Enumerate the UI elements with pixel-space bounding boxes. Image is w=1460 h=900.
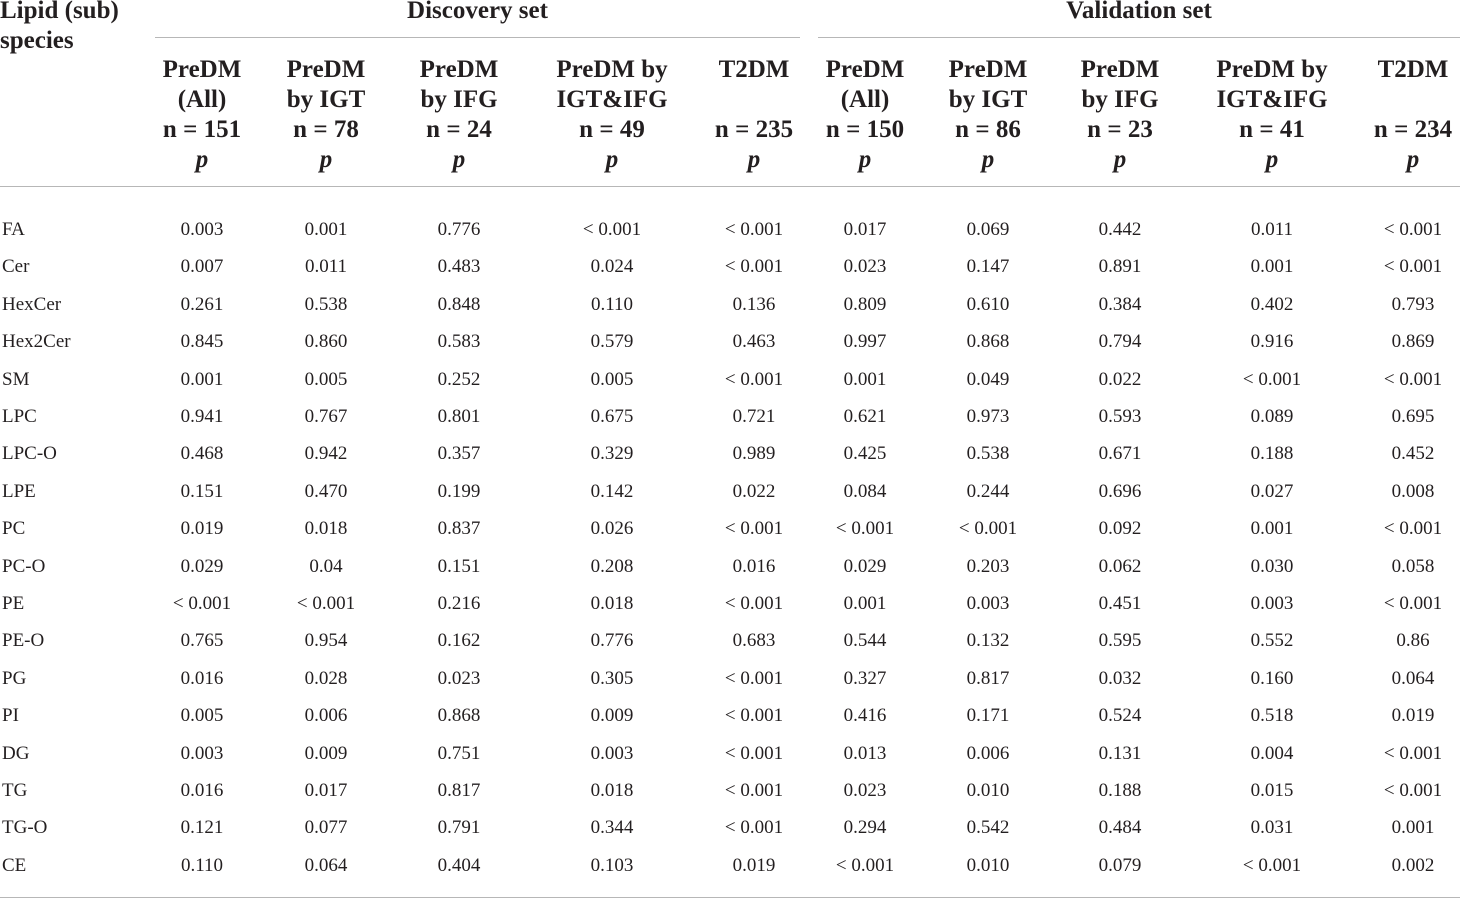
column-header-line-1: PreDM [419,56,499,83]
table-cell: 0.022 [1098,368,1142,390]
column-header-p: p [1265,146,1279,173]
column-header-line-1: PreDM [948,56,1028,83]
table-cell: 0.621 [843,406,887,427]
table-row [0,252,1460,282]
column-header-line-2: by IGT [948,86,1028,113]
table-cell: 0.941 [180,406,224,427]
table-cell: 0.077 [304,817,348,839]
table-cell: 0.009 [590,705,634,727]
table-cell: < 0.001 [1383,368,1443,390]
table-cell: < 0.001 [835,854,895,876]
table-cell: 0.018 [304,518,348,540]
table-cell: 0.721 [732,406,776,427]
row-header [0,0,119,56]
table-cell: 0.868 [437,705,481,727]
column-header-p: p [981,146,995,173]
table-cell: 0.208 [590,555,634,577]
table-cell: 0.011 [1250,219,1294,240]
row-header-line-2: species [0,27,74,54]
table-cell: < 0.001 [1242,368,1302,390]
table-cell: 0.005 [304,368,348,390]
table-cell: 0.103 [590,854,634,876]
table-cell: 0.064 [304,854,348,876]
table-row [0,402,1460,432]
table-cell: 0.084 [843,480,887,502]
table-cell: 0.121 [180,817,224,839]
table-cell: 0.683 [732,630,776,652]
table-cell: 0.357 [437,443,481,465]
table-cell: 0.001 [1250,256,1294,278]
table-row [0,477,1460,507]
table-cell: 0.002 [1391,854,1435,876]
table-cell: 0.695 [1391,406,1435,427]
table-cell: 0.86 [1396,630,1430,652]
table-cell: 0.064 [1391,667,1435,689]
table-cell: 0.031 [1250,817,1294,839]
column-header [805,55,925,175]
table-cell: 0.029 [180,555,224,577]
table-cell: < 0.001 [724,742,784,764]
table-cell: 0.015 [1250,780,1294,801]
table-cell: < 0.001 [1242,854,1302,876]
table-cell: 0.468 [180,443,224,465]
table-cell: 0.001 [843,593,887,614]
column-header [704,55,804,175]
table-cell: 0.765 [180,630,224,652]
column-header-line-1: PreDM [286,56,366,83]
table-cell: 0.860 [304,331,348,353]
table-cell: < 0.001 [724,368,784,390]
table-cell: 0.442 [1098,219,1142,240]
table-cell: 0.006 [966,742,1010,764]
row-label: LPC [2,406,37,427]
column-header-line-2: (All) [177,86,227,113]
table-cell: 0.305 [590,667,634,689]
table-cell: 0.973 [966,406,1010,427]
table-cell: 0.019 [732,854,776,876]
row-label: HexCer [2,293,62,315]
table-cell: 0.524 [1098,705,1142,727]
column-header [1363,55,1460,175]
table-cell: 0.751 [437,742,481,764]
table-cell: 0.954 [304,630,348,652]
table-cell: 0.132 [966,630,1010,652]
row-label: PC [2,518,26,540]
table-cell: 0.151 [437,555,481,577]
column-header-n: n = 23 [1087,116,1153,143]
table-cell: 0.595 [1098,630,1142,652]
table-row [0,327,1460,357]
table-row [0,739,1460,769]
table-cell: 0.869 [1391,331,1435,353]
table-cell: 0.011 [304,256,348,278]
table-row [0,215,1460,245]
table-row [0,589,1460,619]
table-cell: 0.244 [966,480,1010,502]
table-cell: 0.675 [590,406,634,427]
row-label: TG-O [2,817,48,839]
column-header-line-1: PreDM by [556,56,668,83]
table-cell: 0.030 [1250,555,1294,577]
table-cell: 0.069 [966,219,1010,240]
column-header-n: n = 234 [1373,116,1453,143]
table-cell: 0.188 [1098,780,1142,801]
table-cell: 0.404 [437,854,481,876]
table-cell: < 0.001 [958,518,1018,540]
column-header-line-2 [704,85,804,115]
row-label: TG [2,780,28,801]
column-header-p: p [195,146,209,173]
column-header-p: p [1406,146,1420,173]
table-cell: 0.027 [1250,480,1294,502]
table-cell: 0.817 [437,780,481,801]
row-label: DG [2,742,30,764]
table-cell: 0.384 [1098,293,1142,315]
column-header-n: n = 150 [825,116,905,143]
column-header [271,55,381,175]
column-header-n: n = 41 [1239,116,1305,143]
table-cell: 0.023 [843,780,887,801]
table-cell: 0.024 [590,256,634,278]
table-cell: 0.538 [966,443,1010,465]
table-cell: < 0.001 [296,593,356,614]
column-header-n: n = 78 [293,116,359,143]
table-cell: < 0.001 [724,518,784,540]
row-label: Hex2Cer [2,331,71,353]
table-cell: < 0.001 [1383,593,1443,614]
table-cell: 0.848 [437,293,481,315]
table-row [0,514,1460,544]
table-cell: 0.023 [843,256,887,278]
table-cell: 0.022 [732,480,776,502]
table-cell: 0.261 [180,293,224,315]
table-cell: < 0.001 [835,518,895,540]
table-cell: 0.013 [843,742,887,764]
table-cell: 0.452 [1391,443,1435,465]
table-cell: 0.199 [437,480,481,502]
group-rule-discovery [155,37,800,38]
column-header-p: p [605,146,619,173]
table-cell: 0.005 [590,368,634,390]
table-cell: 0.136 [732,293,776,315]
table-cell: 0.147 [966,256,1010,278]
table-cell: 0.142 [590,480,634,502]
table-row [0,552,1460,582]
table-cell: 0.001 [1391,817,1435,839]
group-rule-validation [818,37,1460,38]
table-cell: 0.029 [843,555,887,577]
table-cell: 0.583 [437,331,481,353]
table-cell: < 0.001 [724,817,784,839]
table-cell: < 0.001 [724,593,784,614]
column-header-p: p [319,146,333,173]
table-cell: 0.019 [180,518,224,540]
table-cell: 0.579 [590,331,634,353]
table-row [0,664,1460,694]
column-header-line-2 [1363,85,1460,115]
column-header-line-1: PreDM [162,56,242,83]
table-cell: 0.016 [732,555,776,577]
table-cell: < 0.001 [724,256,784,278]
table-cell: 0.801 [437,406,481,427]
table-bottom-rule [0,897,1460,898]
table-cell: 0.593 [1098,406,1142,427]
table-cell: 0.425 [843,443,887,465]
row-label: LPC-O [2,443,57,465]
row-label: SM [2,368,30,390]
table-row [0,776,1460,806]
table-cell: 0.470 [304,480,348,502]
column-header-line-2: by IFG [420,86,498,113]
column-header [933,55,1043,175]
table-cell: < 0.001 [724,705,784,727]
table-cell: < 0.001 [724,219,784,240]
table-cell: 0.518 [1250,705,1294,727]
column-header-line-1: PreDM by [1216,56,1328,83]
row-label: PE [2,593,25,614]
table-cell: 0.017 [304,780,348,801]
column-header [1187,55,1357,175]
column-header-line-1: T2DM [718,56,790,83]
table-cell: 0.017 [843,219,887,240]
row-label: LPE [2,480,36,502]
table-row [0,290,1460,320]
table-row [0,626,1460,656]
table-cell: 0.079 [1098,854,1142,876]
table-cell: 0.891 [1098,256,1142,278]
table-cell: 0.04 [309,555,343,577]
table-cell: 0.004 [1250,742,1294,764]
row-label: PG [2,667,27,689]
table-cell: 0.001 [304,219,348,240]
table-cell: 0.003 [590,742,634,764]
table-cell: 0.402 [1250,293,1294,315]
table-cell: 0.001 [1250,518,1294,540]
row-header-line-1: Lipid (sub) [0,0,119,24]
table-row [0,851,1460,881]
table-cell: 0.016 [180,667,224,689]
table-cell: 0.544 [843,630,887,652]
table-cell: 0.016 [180,780,224,801]
table-cell: 0.049 [966,368,1010,390]
table-cell: 0.696 [1098,480,1142,502]
table-cell: 0.006 [304,705,348,727]
column-header-line-2: IGT&IFG [556,86,668,113]
table-cell: 0.162 [437,630,481,652]
table-cell: 0.916 [1250,331,1294,353]
row-label: FA [2,219,25,240]
table-cell: 0.007 [180,256,224,278]
row-label: Cer [2,256,30,278]
table-cell: 0.252 [437,368,481,390]
table-cell: 0.010 [966,854,1010,876]
table-cell: < 0.001 [724,667,784,689]
table-cell: 0.001 [843,368,887,390]
table-cell: 0.451 [1098,593,1142,614]
table-cell: 0.484 [1098,817,1142,839]
table-cell: 0.160 [1250,667,1294,689]
table-row [0,439,1460,469]
table-cell: 0.327 [843,667,887,689]
table-cell: 0.018 [590,780,634,801]
row-label: PE-O [2,630,45,652]
table-cell: 0.216 [437,593,481,614]
table-cell: 0.989 [732,443,776,465]
column-header-line-2: (All) [840,86,890,113]
table-cell: 0.110 [180,854,224,876]
column-header [1065,55,1175,175]
table-cell: 0.003 [180,219,224,240]
table-cell: 0.008 [1391,480,1435,502]
table-row [0,701,1460,731]
table-row [0,365,1460,395]
header-bottom-rule [0,186,1460,187]
table-row [0,813,1460,843]
column-header-line-1: T2DM [1377,56,1449,83]
table-cell: < 0.001 [172,593,232,614]
table-cell: 0.776 [437,219,481,240]
column-header-n: n = 86 [955,116,1021,143]
row-label: PC-O [2,555,46,577]
table-cell: 0.344 [590,817,634,839]
table-cell: 0.003 [180,742,224,764]
table-cell: 0.552 [1250,630,1294,652]
table-cell: 0.018 [590,593,634,614]
table-cell: 0.058 [1391,555,1435,577]
table-cell: 0.542 [966,817,1010,839]
table-cell: < 0.001 [1383,219,1443,240]
table-cell: 0.005 [180,705,224,727]
column-header-line-2: by IFG [1081,86,1159,113]
table-cell: 0.089 [1250,406,1294,427]
table-cell: < 0.001 [1383,256,1443,278]
column-header-line-2: by IGT [286,86,366,113]
group-header-validation: Validation set [1066,0,1212,24]
column-header-p: p [747,146,761,173]
table-cell: 0.092 [1098,518,1142,540]
table-cell: 0.003 [1250,593,1294,614]
table-cell: 0.188 [1250,443,1294,465]
column-header-p: p [452,146,466,173]
table-cell: < 0.001 [724,780,784,801]
column-header-line-2: IGT&IFG [1216,86,1328,113]
table-cell: 0.942 [304,443,348,465]
table-cell: 0.032 [1098,667,1142,689]
table-cell: < 0.001 [582,219,642,240]
column-header-n: n = 24 [426,116,492,143]
table-cell: 0.023 [437,667,481,689]
column-header-n: n = 49 [579,116,645,143]
table-cell: 0.110 [590,293,634,315]
table-cell: 0.538 [304,293,348,315]
table-cell: 0.151 [180,480,224,502]
column-header-p: p [1113,146,1127,173]
table-cell: 0.026 [590,518,634,540]
table-cell: 0.329 [590,443,634,465]
table-cell: < 0.001 [1383,742,1443,764]
table-cell: 0.817 [966,667,1010,689]
table-cell: 0.131 [1098,742,1142,764]
column-header-line-1: PreDM [1080,56,1160,83]
table-cell: 0.203 [966,555,1010,577]
table-cell: < 0.001 [1383,518,1443,540]
column-header-p: p [858,146,872,173]
table-cell: 0.610 [966,293,1010,315]
table-cell: 0.003 [966,593,1010,614]
table-cell: 0.416 [843,705,887,727]
table-cell: 0.062 [1098,555,1142,577]
table-cell: 0.294 [843,817,887,839]
table-cell: 0.767 [304,406,348,427]
table-cell: 0.671 [1098,443,1142,465]
table-cell: 0.837 [437,518,481,540]
table-cell: 0.868 [966,331,1010,353]
table-cell: 0.776 [590,630,634,652]
table-cell: 0.791 [437,817,481,839]
table-cell: 0.483 [437,256,481,278]
column-header [527,55,697,175]
table-cell: 0.845 [180,331,224,353]
row-label: CE [2,854,27,876]
table-cell: 0.028 [304,667,348,689]
table-cell: 0.010 [966,780,1010,801]
table-cell: 0.009 [304,742,348,764]
table-cell: 0.793 [1391,293,1435,315]
group-header-discovery: Discovery set [407,0,548,24]
table-cell: 0.019 [1391,705,1435,727]
table-cell: 0.001 [180,368,224,390]
column-header [404,55,514,175]
table-cell: 0.809 [843,293,887,315]
row-label: PI [2,705,19,727]
table-cell: < 0.001 [1383,780,1443,801]
column-header [132,55,272,175]
table-cell: 0.997 [843,331,887,353]
column-header-n: n = 235 [714,116,794,143]
table-cell: 0.171 [966,705,1010,727]
column-header-n: n = 151 [162,116,242,143]
column-header-line-1: PreDM [825,56,905,83]
table-cell: 0.794 [1098,331,1142,353]
table-cell: 0.463 [732,331,776,353]
